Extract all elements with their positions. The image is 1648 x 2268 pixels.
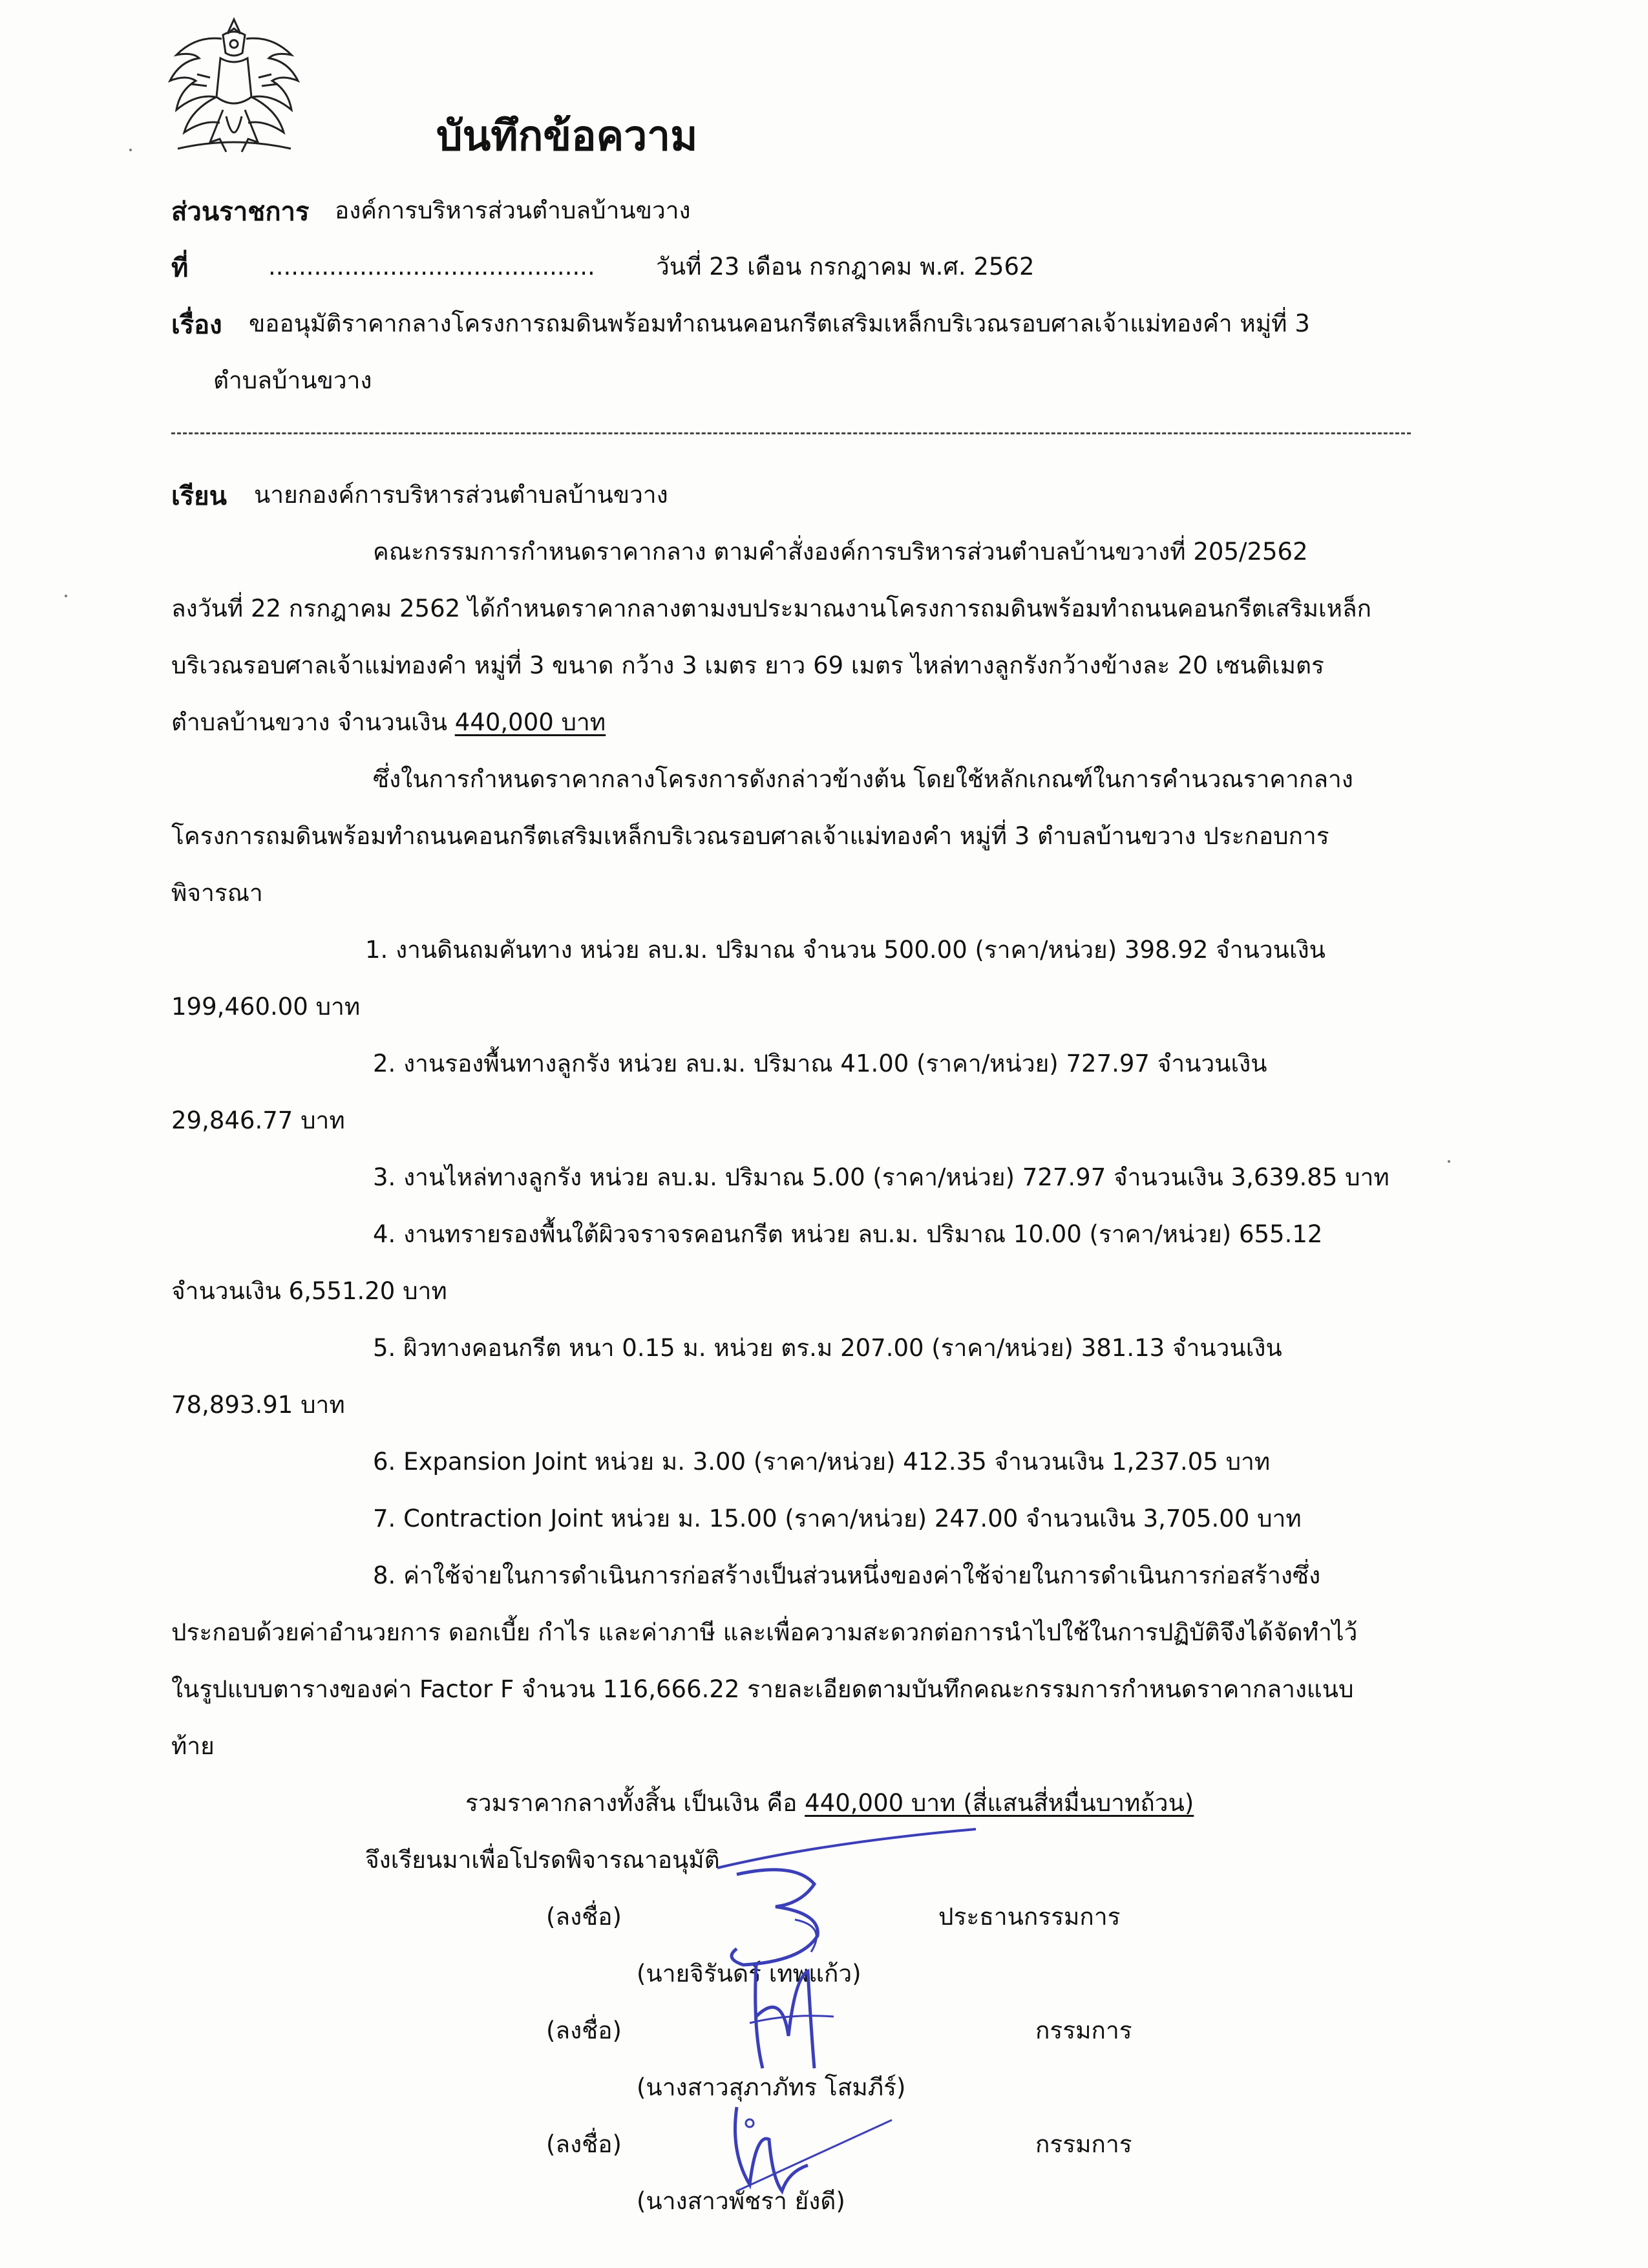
doc-date: วันที่ 23 เดือน กรกฎาคม พ.ศ. 2562 xyxy=(656,253,1035,281)
item-2-line-1: 2. งานรองพื้นทางลูกรัง หน่วย ลบ.ม. ปริมาณ 41.00 (ราคา/หน่วย) 727.97 จำนวนเงิน xyxy=(373,1050,1267,1077)
position-2: กรรมการ xyxy=(1035,2017,1132,2044)
subject-line-1: ขออนุมัติราคากลางโครงการถมดินพร้อมทำถนนคอนกรีตเสริมเหล็กบริเวณรอบศาลเจ้าแม่ทองคำ หมู่ที่ 3 xyxy=(249,310,1310,337)
paragraph-2-line-2: โครงการถมดินพร้อมทำถนนคอนกรีตเสริมเหล็กบริเวณรอบศาลเจ้าแม่ทองคำ หมู่ที่ 3 ตำบลบ้านขวาง ประกอบการ xyxy=(171,822,1329,850)
paragraph-1-line-4-text: ตำบลบ้านขวาง จำนวนเงิน xyxy=(171,708,455,736)
signer-name-2: (นางสาวสุภาภัทร โสมภีร์) xyxy=(637,2073,906,2101)
sign-label-3: (ลงชื่อ) xyxy=(546,2130,622,2158)
separator-line xyxy=(171,432,1411,434)
scan-speck xyxy=(1448,1160,1450,1163)
agency-label: ส่วนราชการ xyxy=(171,197,310,227)
paragraph-2-line-1: ซึ่งในการกำหนดราคากลางโครงการดังกล่าวข้างต้น โดยใช้หลักเกณฑ์ในการคำนวณราคากลาง xyxy=(373,765,1353,793)
item-1-line-1: 1. งานดินถมคันทาง หน่วย ลบ.ม. ปริมาณ จำนวน 500.00 (ราคา/หน่วย) 398.92 จำนวนเงิน xyxy=(365,936,1326,964)
total-amount: 440,000 บาท (สี่แสนสี่หมื่นบาทถ้วน) xyxy=(805,1789,1194,1817)
subject-label: เรื่อง xyxy=(171,310,222,340)
agency-value: องค์การบริหารส่วนตำบลบ้านขวาง xyxy=(335,196,691,224)
scan-speck xyxy=(65,595,67,597)
scan-speck xyxy=(129,149,132,151)
item-7-line-1: 7. Contraction Joint หน่วย ม. 15.00 (ราคา/หน่วย) 247.00 จำนวนเงิน 3,705.00 บาท xyxy=(373,1505,1302,1532)
item-6-line-1: 6. Expansion Joint หน่วย ม. 3.00 (ราคา/หน่วย) 412.35 จำนวนเงิน 1,237.05 บาท xyxy=(373,1448,1271,1476)
total-line xyxy=(465,1790,1194,1817)
budget-amount: 440,000 บาท xyxy=(454,708,606,736)
garuda-emblem-icon xyxy=(158,13,310,162)
position-1: ประธานกรรมการ xyxy=(938,1903,1121,1931)
item-3-line-1: 3. งานไหล่ทางลูกรัง หน่วย ลบ.ม. ปริมาณ 5.00 (ราคา/หน่วย) 727.97 จำนวนเงิน 3,639.85 บาท xyxy=(373,1163,1389,1191)
doc-no-value: ........................................... xyxy=(268,253,595,281)
signature-2 xyxy=(737,1952,853,2081)
page-title: บันทึกข้อความ xyxy=(436,112,698,160)
subject-line-2: ตำบลบ้านขวาง xyxy=(213,366,372,394)
paragraph-1-line-2: ลงวันที่ 22 กรกฎาคม 2562 ได้กำหนดราคากลางตามงบประมาณงานโครงการถมดินพร้อมทำถนนคอนกรีตเสริมเหล็ก xyxy=(171,595,1372,622)
paragraph-2-line-3: พิจารณา xyxy=(171,879,263,907)
paragraph-1-line-1: คณะกรรมการกำหนดราคากลาง ตามคำสั่งองค์การบริหารส่วนตำบลบ้านขวางที่ 205/2562 xyxy=(373,538,1308,566)
item-4-line-1: 4. งานทรายรองพื้นใต้ผิวจราจรคอนกรีต หน่วย ลบ.ม. ปริมาณ 10.00 (ราคา/หน่วย) 655.12 xyxy=(373,1220,1323,1248)
signature-3 xyxy=(711,2094,918,2217)
item-8-line-3: ในรูปแบบตารางของค่า Factor F จำนวน 116,666.22 รายละเอียดตามบันทึกคณะกรรมการกำหนดราคากลางแนบ xyxy=(171,1675,1354,1703)
sign-label-2: (ลงชื่อ) xyxy=(546,2017,622,2044)
item-5-line-2: 78,893.91 บาท xyxy=(171,1391,345,1419)
signer-name-3: (นางสาวพัชรา ยังดี) xyxy=(637,2187,845,2215)
to-value: นายกองค์การบริหารส่วนตำบลบ้านขวาง xyxy=(254,481,668,509)
item-8-line-2: ประกอบด้วยค่าอำนวยการ ดอกเบี้ย กำไร และค่าภาษี และเพื่อความสะดวกต่อการนำไปใช้ในการปฏิบัติจึงได้จัดทำไว้ xyxy=(171,1618,1358,1646)
signer-name-1: (นายจิรันดร์ เทพแก้ว) xyxy=(637,1960,861,1987)
item-8-line-1: 8. ค่าใช้จ่ายในการดำเนินการก่อสร้างเป็นส่วนหนึ่งของค่าใช้จ่ายในการดำเนินการก่อสร้างซึ่ง xyxy=(373,1562,1321,1589)
paragraph-1-line-4 xyxy=(171,710,606,736)
closing-line: จึงเรียนมาเพื่อโปรดพิจารณาอนุมัติ xyxy=(365,1846,720,1874)
position-3: กรรมการ xyxy=(1035,2130,1132,2158)
item-8-line-4: ท้าย xyxy=(171,1732,215,1760)
item-4-line-2: จำนวนเงิน 6,551.20 บาท xyxy=(171,1277,447,1305)
item-1-line-2: 199,460.00 บาท xyxy=(171,993,361,1021)
doc-no-label: ที่ xyxy=(171,253,189,283)
item-2-line-2: 29,846.77 บาท xyxy=(171,1107,345,1134)
paragraph-1-line-3: บริเวณรอบศาลเจ้าแม่ทองคำ หมู่ที่ 3 ขนาด กว้าง 3 เมตร ยาว 69 เมตร ไหล่ทางลูกรังกว้างข้างละ 20 เซนติเมตร xyxy=(171,652,1324,679)
sign-label-1: (ลงชื่อ) xyxy=(546,1903,622,1931)
total-label: รวมราคากลางทั้งสิ้น เป็นเงิน คือ xyxy=(465,1789,805,1817)
item-5-line-1: 5. ผิวทางคอนกรีต หนา 0.15 ม. หน่วย ตร.ม 207.00 (ราคา/หน่วย) 381.13 จำนวนเงิน xyxy=(373,1334,1282,1362)
to-label: เรียน xyxy=(171,482,227,511)
